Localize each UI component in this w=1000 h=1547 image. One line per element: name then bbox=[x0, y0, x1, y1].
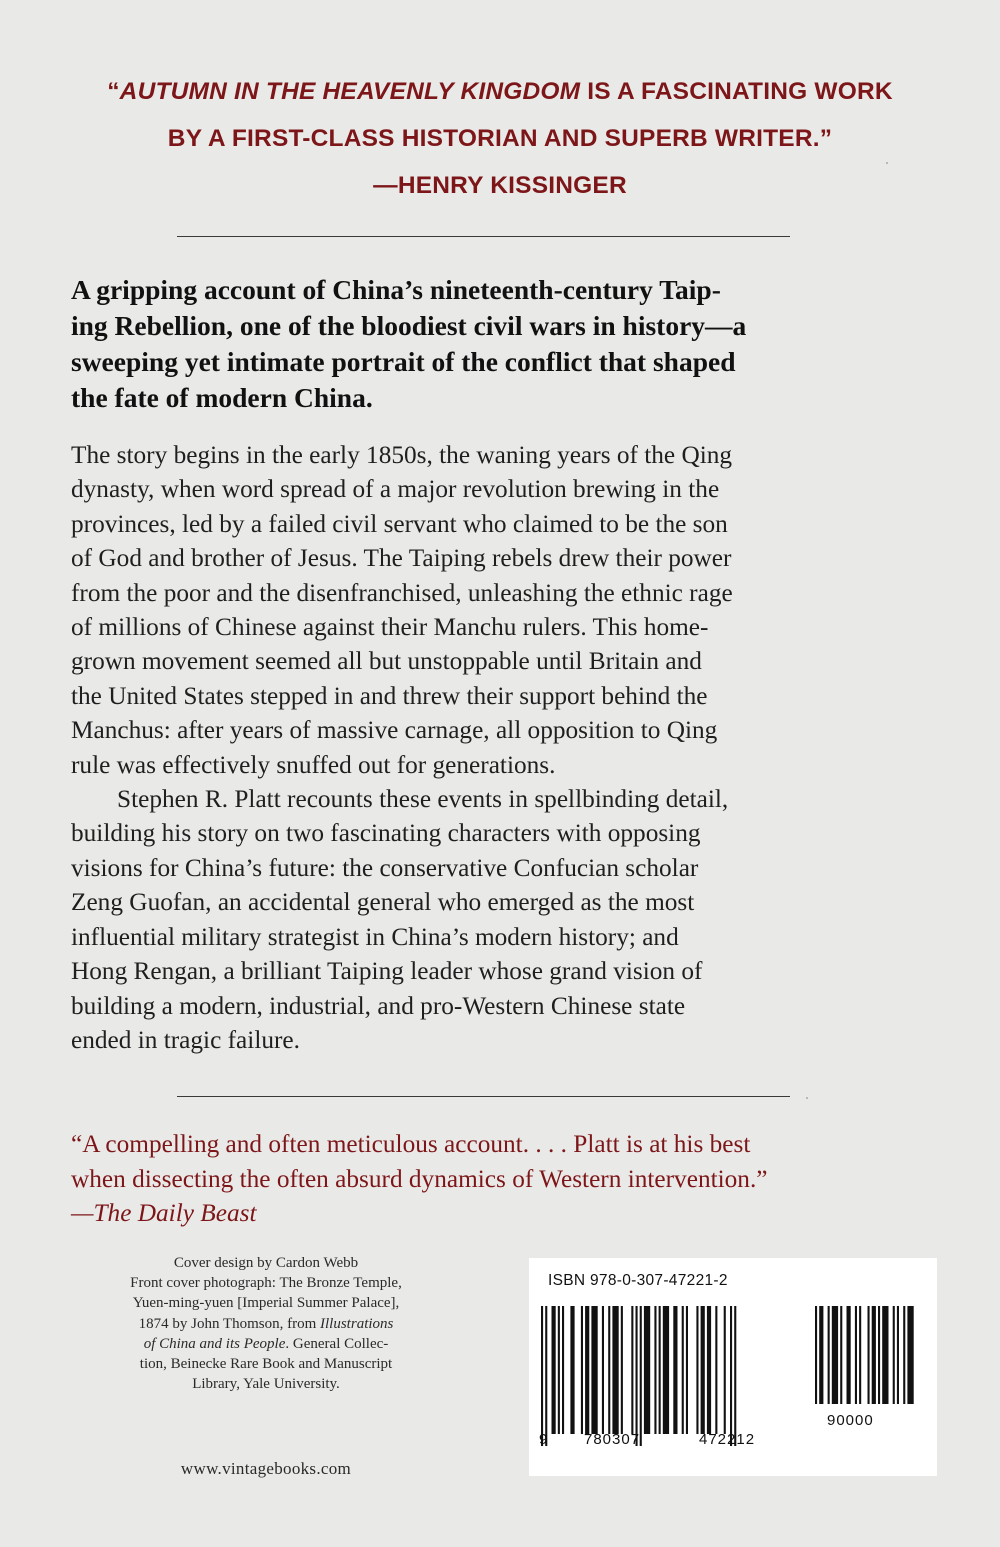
barcode-bar bbox=[819, 1306, 823, 1404]
credit-line: of China and its People. General Collec- bbox=[143, 1335, 389, 1352]
barcode-bar bbox=[644, 1306, 650, 1434]
barcode-bar bbox=[663, 1306, 669, 1434]
top-quote-line-1: “AUTUMN IN THE HEAVENLY KINGDOM IS A FASCINATING WORK bbox=[107, 78, 893, 105]
body-line: rule was effectively snuffed out for generations. bbox=[71, 750, 556, 779]
barcode-right-digits: 472212 bbox=[699, 1431, 756, 1448]
body-line: Manchus: after years of massive carnage, all opposition to Qing bbox=[71, 716, 718, 745]
review-quote bbox=[71, 1127, 941, 1231]
divider-rule-bottom bbox=[177, 1096, 790, 1097]
barcode-bar bbox=[640, 1306, 642, 1446]
barcode-bar bbox=[581, 1306, 583, 1434]
body-line: influential military strategist in China’s modern history; and bbox=[71, 922, 679, 951]
top-quote bbox=[60, 68, 940, 209]
barcode-bar bbox=[545, 1306, 547, 1446]
paper-speck bbox=[806, 1097, 808, 1099]
barcode-bar bbox=[897, 1306, 899, 1404]
top-quote-attribution: —HENRY KISSINGER bbox=[373, 172, 627, 199]
barcode-bar bbox=[636, 1306, 638, 1446]
book-title: AUTUMN IN THE HEAVENLY KINGDOM bbox=[119, 78, 581, 105]
barcode-bar bbox=[815, 1306, 817, 1404]
body-line: Stephen R. Platt recounts these events in spellbinding detail, bbox=[117, 785, 729, 814]
lede-line: sweeping yet intimate portrait of the conflict that shaped bbox=[71, 346, 736, 377]
barcode-bar bbox=[654, 1306, 656, 1434]
credit-line: tion, Beinecke Rare Book and Manuscript bbox=[139, 1356, 393, 1373]
barcode-bar bbox=[828, 1306, 830, 1404]
paper-speck bbox=[886, 162, 888, 164]
barcode-bar bbox=[686, 1306, 688, 1434]
barcode-bar bbox=[878, 1306, 880, 1404]
top-quote-line-2: BY A FIRST-CLASS HISTORIAN AND SUPERB WRITER.” bbox=[167, 125, 833, 152]
barcode-bar bbox=[724, 1306, 726, 1434]
barcode-bar bbox=[585, 1306, 589, 1434]
isbn-label: ISBN 978-0-307-47221-2 bbox=[548, 1272, 728, 1289]
body-line: visions for China’s future: the conservative Confucian scholar bbox=[71, 853, 699, 882]
body-line: grown movement seemed all but unstoppable until Britain and bbox=[71, 647, 702, 676]
barcode-bar bbox=[541, 1306, 543, 1446]
credit-line: 1874 by John Thomson, from Illustrations bbox=[138, 1315, 394, 1332]
barcode-bar bbox=[570, 1306, 574, 1434]
credit-line: Front cover photograph: The Bronze Temple, bbox=[130, 1275, 402, 1292]
description-body bbox=[71, 438, 941, 1057]
barcode-bar bbox=[882, 1306, 888, 1404]
lede-paragraph bbox=[71, 272, 941, 416]
lede-line: A gripping account of China’s nineteenth-century Taip- bbox=[71, 274, 721, 305]
barcode-bar bbox=[608, 1306, 610, 1434]
barcode-bar bbox=[715, 1306, 717, 1434]
body-line: Hong Rengan, a brilliant Taiping leader whose grand vision of bbox=[71, 957, 703, 986]
body-line: provinces, led by a failed civil servant who claimed to be the son bbox=[71, 509, 728, 538]
review-source: —The Daily Beast bbox=[71, 1199, 257, 1227]
barcode-bar bbox=[859, 1306, 861, 1404]
barcode-addon-digits: 90000 bbox=[827, 1412, 874, 1429]
addon-barcode bbox=[815, 1306, 931, 1451]
barcode-lead-digit: 9 bbox=[539, 1431, 549, 1448]
barcode-bar bbox=[872, 1306, 876, 1404]
body-line: from the poor and the disenfranchised, unleashing the ethnic rage bbox=[71, 578, 733, 607]
barcode-bar bbox=[558, 1306, 560, 1434]
barcode-bar bbox=[730, 1306, 732, 1446]
publisher-website[interactable]: www.vintagebooks.com bbox=[180, 1459, 352, 1478]
barcode-bar bbox=[696, 1306, 698, 1434]
credit-line: Yuen-ming-yuen [Imperial Summer Palace], bbox=[132, 1295, 400, 1312]
body-line: ended in tragic failure. bbox=[71, 1025, 300, 1054]
ean-barcode bbox=[537, 1306, 807, 1451]
barcode-bar bbox=[659, 1306, 661, 1434]
review-line: “A compelling and often meticulous account. . . . Platt is at his best bbox=[71, 1130, 751, 1158]
barcode-bar bbox=[631, 1306, 633, 1434]
body-line: Zeng Guofan, an accidental general who emerged as the most bbox=[71, 888, 695, 917]
barcode-bar bbox=[903, 1306, 905, 1404]
divider-rule-top bbox=[177, 236, 790, 237]
body-line: building a modern, industrial, and pro-Western Chinese state bbox=[71, 991, 686, 1020]
body-line: the United States stepped in and threw their support behind the bbox=[71, 681, 708, 710]
barcode-bar bbox=[707, 1306, 711, 1434]
barcode-bar bbox=[734, 1306, 736, 1446]
cover-credits bbox=[96, 1253, 436, 1394]
barcode-bar bbox=[868, 1306, 870, 1404]
lede-line: ing Rebellion, one of the bloodiest civil wars in history—a bbox=[71, 310, 747, 341]
barcode-bar bbox=[840, 1306, 842, 1404]
body-line: dynasty, when word spread of a major revolution brewing in the bbox=[71, 475, 720, 504]
barcode-bar bbox=[591, 1306, 597, 1434]
barcode-bar bbox=[701, 1306, 705, 1434]
credit-line: Cover design by Cardon Webb bbox=[173, 1255, 359, 1271]
barcode-bar bbox=[602, 1306, 604, 1434]
barcode-bar bbox=[847, 1306, 851, 1404]
body-line: The story begins in the early 1850s, the waning years of the Qing bbox=[71, 441, 733, 469]
barcode-bar bbox=[832, 1306, 838, 1404]
body-line: of God and brother of Jesus. The Taiping rebels drew their power bbox=[71, 544, 732, 573]
body-line: building his story on two fascinating characters with opposing bbox=[71, 819, 701, 848]
barcode-bar bbox=[562, 1306, 564, 1434]
credit-line: Library, Yale University. bbox=[192, 1376, 340, 1393]
barcode-panel bbox=[529, 1258, 937, 1476]
barcode-bar bbox=[621, 1306, 623, 1434]
barcode-bar bbox=[855, 1306, 857, 1404]
barcode-bar bbox=[552, 1306, 556, 1434]
body-line: of millions of Chinese against their Manchu rulers. This home- bbox=[71, 613, 709, 642]
barcode-bar bbox=[612, 1306, 618, 1434]
barcode-bar bbox=[682, 1306, 684, 1434]
review-line: when dissecting the often absurd dynamics of Western intervention.” bbox=[71, 1164, 768, 1193]
lede-line: the fate of modern China. bbox=[71, 382, 373, 413]
barcode-left-digits: 780307 bbox=[584, 1431, 641, 1448]
barcode-bar bbox=[673, 1306, 677, 1434]
barcode-bar bbox=[907, 1306, 913, 1404]
barcode-bar bbox=[893, 1306, 895, 1404]
